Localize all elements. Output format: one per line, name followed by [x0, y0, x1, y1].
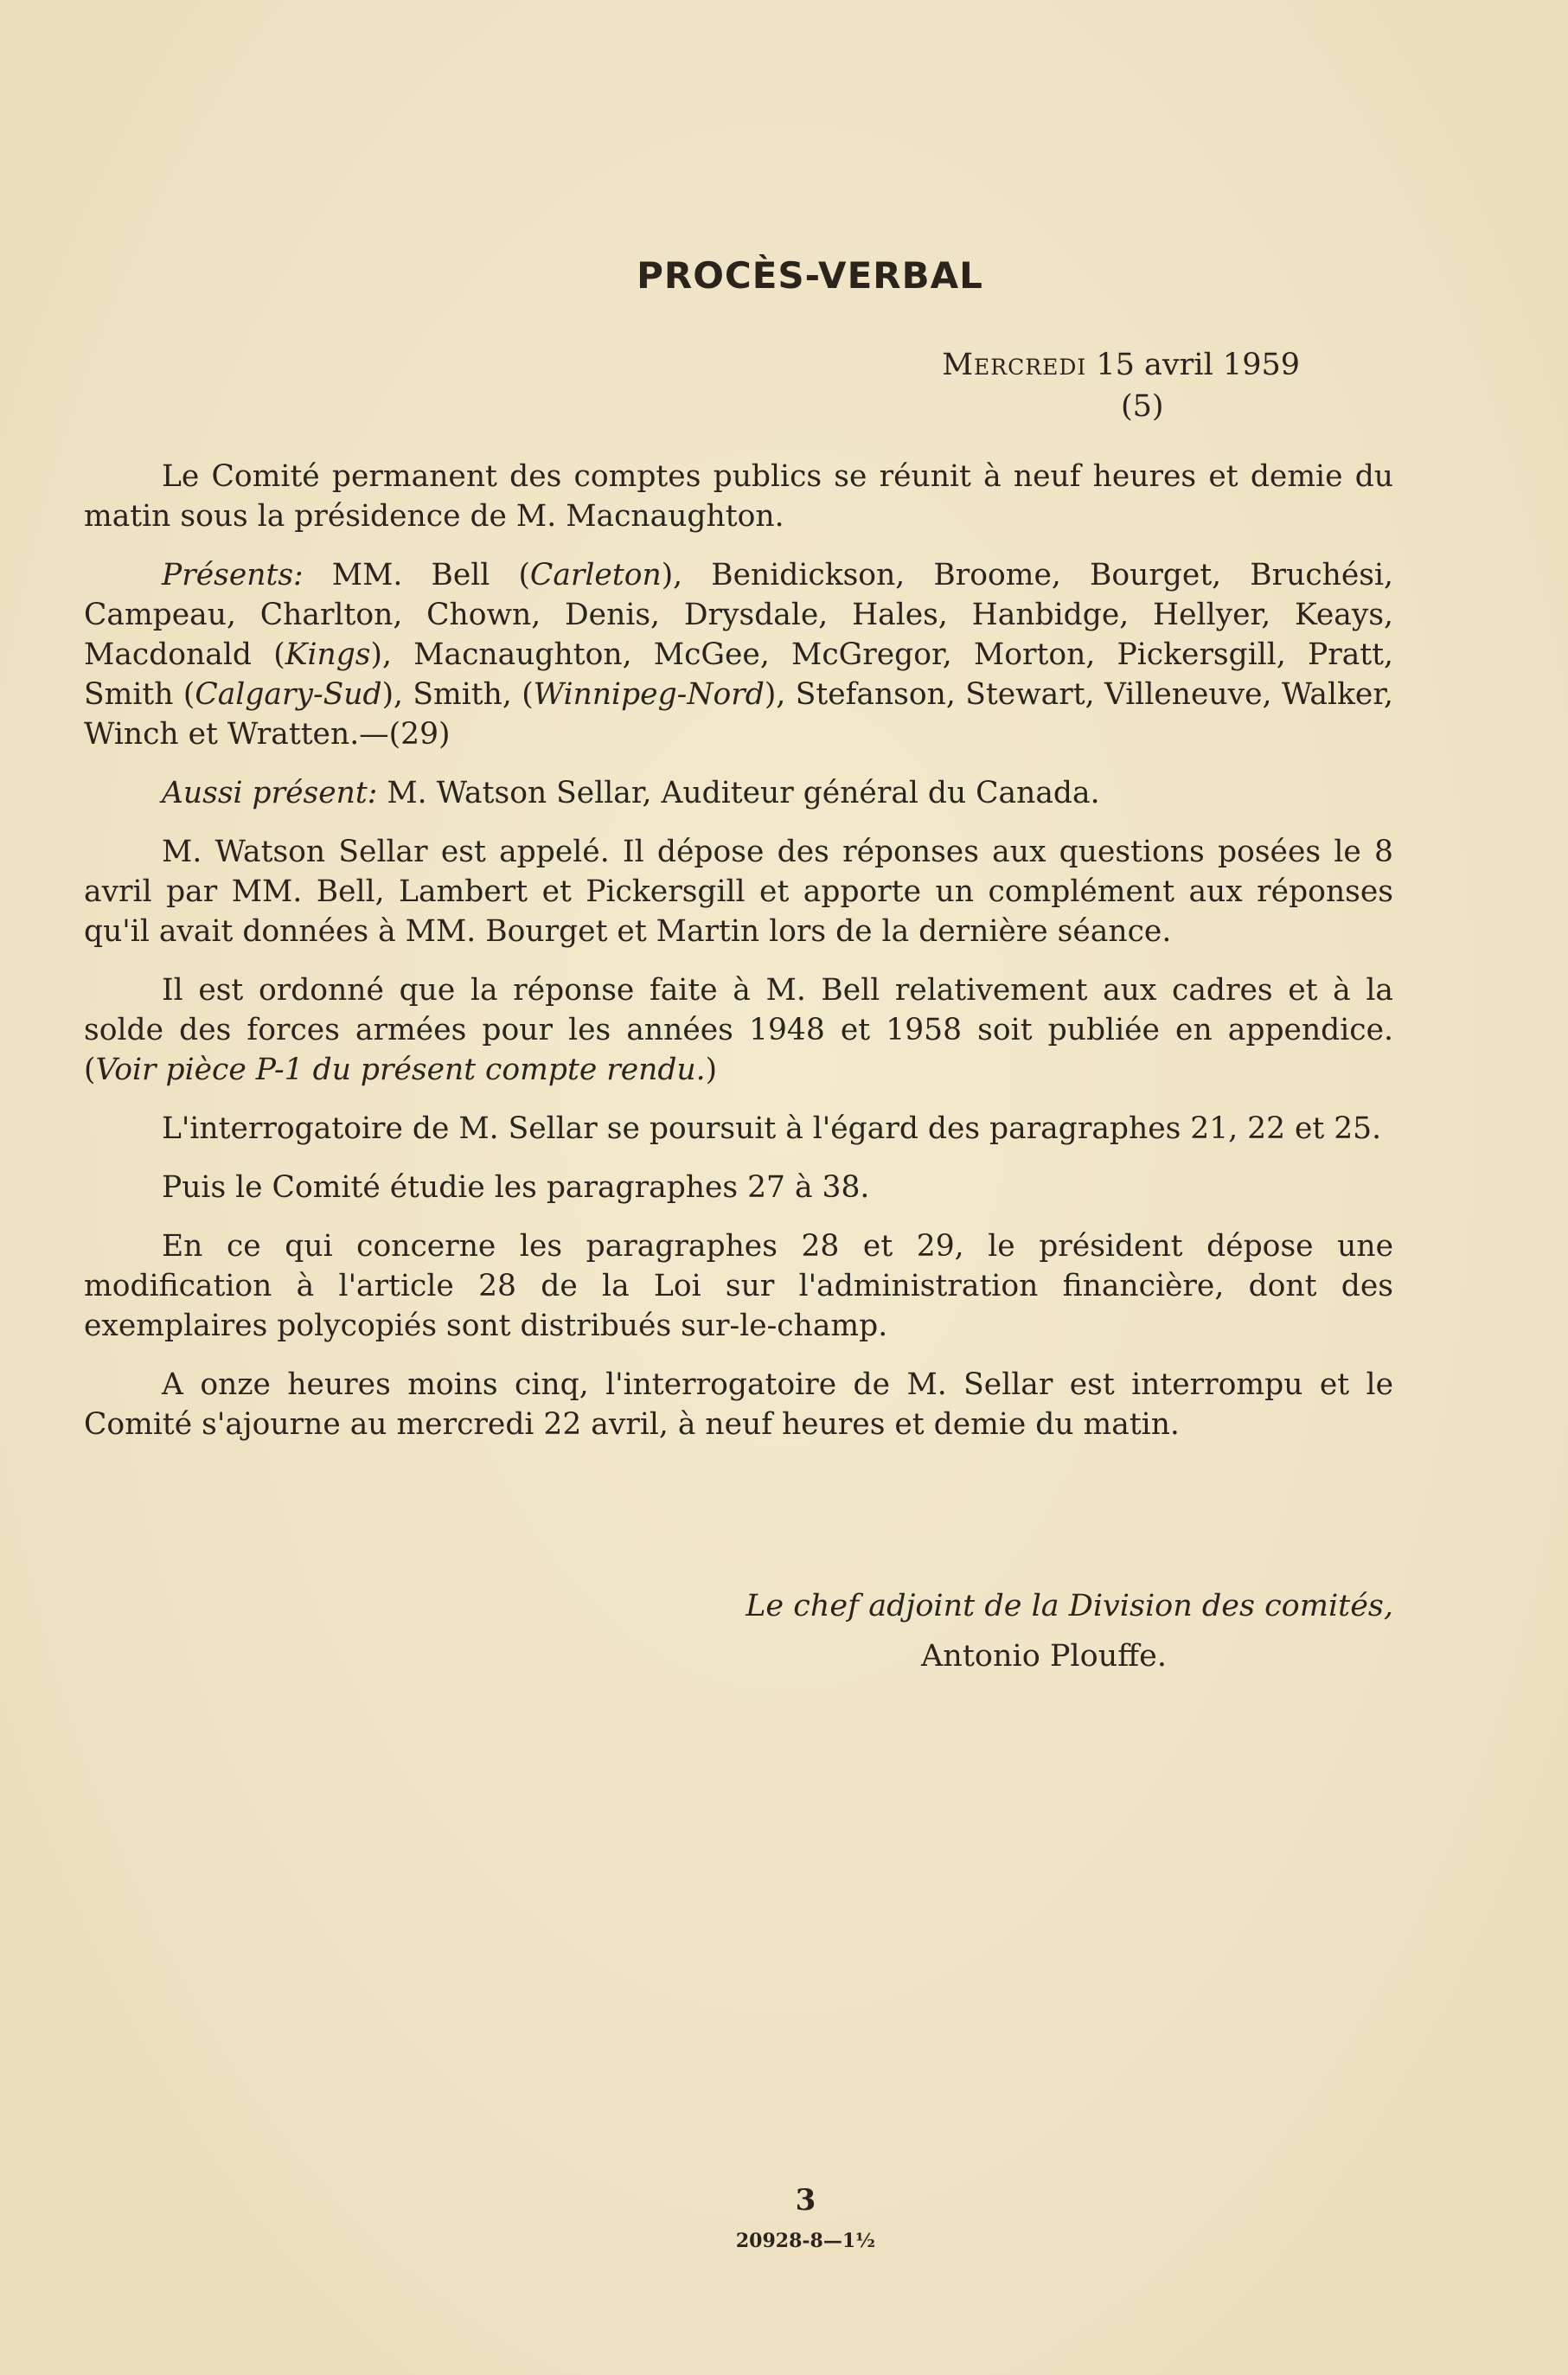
paragraph-interrogation: L'interrogatoire de M. Sellar se poursuit à l'égard des paragraphes 21, 22 et 25.: [162, 1111, 1382, 1146]
paragraph-also-present: [84, 773, 1393, 813]
attendance-label: Présents:: [162, 558, 304, 592]
attendance-text-2: ), Benidickson, Broome, Bourget, Bruchési, Campeau, Charlton, Chown, Denis, Drysdale, Hales, Hanbidge, Hellyer, Keays, Macdonald (: [84, 558, 1393, 672]
riding-calgary-sud: Calgary-Sud: [195, 677, 382, 712]
order-text-end: ): [705, 1053, 718, 1087]
paragraph-order: [84, 970, 1393, 1090]
also-present-label: Aussi présent:: [162, 776, 378, 810]
paragraph-adjournment: A onze heures moins cinq, l'interrogatoire de M. Sellar est interrompu et le Comité s'ajourne au mercredi 22 avril, à neuf heures et demie du matin.: [84, 1367, 1393, 1442]
paragraph-amendment: En ce qui concerne les paragraphes 28 et 29, le président dépose une modification à l'article 28 de la Loi sur l'administration financière, dont des exemplaires polycopiés sont distribués sur-le-champ.: [84, 1229, 1393, 1343]
riding-kings: Kings: [285, 637, 371, 672]
signature-block: [84, 1581, 1393, 1681]
order-text: Il est ordonné que la réponse faite à M. Bell relativement aux cadres et à la solde des forces armées pour les années 1948 et 1958 soit publiée en appendice. (: [84, 973, 1393, 1087]
signature-role: Le chef adjoint de la Division des comités,: [746, 1589, 1393, 1623]
page-number: 3: [795, 2183, 816, 2218]
riding-winnipeg-nord: Winnipeg-Nord: [533, 677, 765, 712]
paragraph-opening: Le Comité permanent des comptes publics se réunit à neuf heures et demie du matin sous la présidence de M. Macnaughton.: [84, 459, 1393, 534]
attendance-text-3: ), Macnaughton, McGee, McGregor, Morton, Pickersgill, Pratt, Smith (: [84, 637, 1394, 712]
also-present-text: M. Watson Sellar, Auditeur général du Canada.: [377, 776, 1100, 810]
document-title: PROCÈS-VERBAL: [637, 254, 983, 297]
session-number: (5): [1121, 389, 1164, 424]
paragraph-attendance: [84, 555, 1393, 754]
minutes-body: [84, 457, 1393, 1463]
attendance-text-1: MM. Bell (: [303, 558, 530, 592]
paragraph-witness: M. Watson Sellar est appelé. Il dépose des réponses aux questions posées le 8 avril par MM. Bell, Lambert et Pickersgill et apporte un complément aux réponses qu'il avait données à MM. Bourget et Martin lors de la dernière séance.: [84, 835, 1393, 949]
order-reference: Voir pièce P-1 du présent compte rendu.: [95, 1053, 706, 1087]
signature-name: Antonio Plouffe.: [921, 1639, 1167, 1674]
print-code: 20928-8—1½: [735, 2230, 876, 2252]
attendance-text-4: ), Smith, (: [381, 677, 534, 712]
attendance-text-5: ), Stefanson, Stewart, Villeneuve, Walker, Winch et Wratten.—(29): [84, 677, 1393, 752]
paragraph-study: Puis le Comité étudie les paragraphes 27 à 38.: [162, 1170, 870, 1205]
riding-carleton: Carleton: [529, 558, 662, 592]
meeting-date: [942, 348, 1300, 382]
meeting-date-text: 15 avril 1959: [1086, 348, 1300, 382]
meeting-weekday: Mercredi: [942, 348, 1087, 382]
